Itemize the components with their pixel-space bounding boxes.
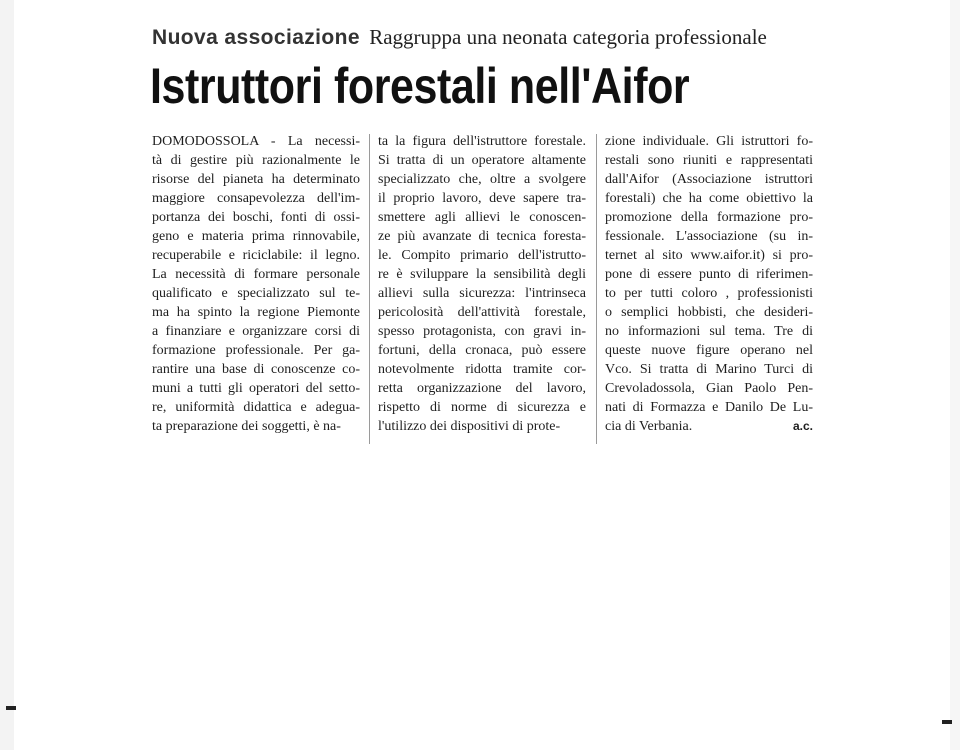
article-text-line: to per tutti coloro , professionisti bbox=[605, 286, 813, 301]
article-text-line: a finanziare e organizzare corsi di bbox=[152, 324, 360, 339]
article-text-line: La necessità di formare personale bbox=[152, 267, 360, 282]
article-text-line: restali sono riuniti e rappresentati bbox=[605, 153, 813, 168]
article-text-line: allievi sulla sicurezza: l'intrinseca bbox=[378, 286, 586, 301]
article-column-2 bbox=[378, 132, 586, 436]
scan-mark-left bbox=[6, 706, 16, 710]
article-text-line: muni a tutti gli operatori del setto- bbox=[152, 381, 360, 396]
article-text-line: nati di Formazza e Danilo De Lu- bbox=[605, 400, 813, 415]
article-text-line: recuperabile e riciclabile: il legno. bbox=[152, 248, 360, 263]
article-text-line: ma ha spinto la regione Piemonte bbox=[152, 305, 360, 320]
article-text-line: pone di essere punto di riferimen- bbox=[605, 267, 813, 282]
column-divider bbox=[596, 134, 597, 444]
article-text-line: ternet al sito www.aifor.it) si pro- bbox=[605, 248, 813, 263]
scan-mark-right bbox=[942, 720, 952, 724]
article-text-line: geno e materia prima rinnovabile, bbox=[152, 229, 360, 244]
article-text-line: forestali) che ha come obiettivo la bbox=[605, 191, 813, 206]
article-text-line: smettere agli allievi le conoscen- bbox=[378, 210, 586, 225]
article-text-line: le. Compito primario dell'istrutto- bbox=[378, 248, 586, 263]
article-text-line: risorse del pianeta ha determinato bbox=[152, 172, 360, 187]
article-text-line: retta organizzazione del lavoro, bbox=[378, 381, 586, 396]
article-text-line: ta la figura dell'istruttore forestale. bbox=[378, 134, 586, 149]
article-text-line: fessionale. L'associazione (su in- bbox=[605, 229, 813, 244]
article-text-line: dall'Aifor (Associazione istruttori bbox=[605, 172, 813, 187]
article-text-line: re è sviluppare la sensibilità degli bbox=[378, 267, 586, 282]
scan-edge-right bbox=[950, 0, 960, 750]
author-signature: a.c. bbox=[792, 419, 813, 433]
article-text-line: specializzato che, oltre a svolgere bbox=[378, 172, 586, 187]
article-text-line: re, uniformità didattica e adegua- bbox=[152, 400, 360, 415]
article-text-line: o semplici hobbisti, che desideri- bbox=[605, 305, 813, 320]
article-text-line: formazione professionale. Per ga- bbox=[152, 343, 360, 358]
article-text-line: maggiore consapevolezza dell'im- bbox=[152, 191, 360, 206]
article-text-line: pericolosità dell'attività forestale, bbox=[378, 305, 586, 320]
article-text-line: notevolmente ridotta tramite cor- bbox=[378, 362, 586, 377]
article-text-line: portanza dei boschi, fonti di ossi- bbox=[152, 210, 360, 225]
article-text-line: zione individuale. Gli istruttori fo- bbox=[605, 134, 813, 149]
column-divider bbox=[369, 134, 370, 444]
article-column-3 bbox=[605, 132, 813, 436]
article-column-1 bbox=[152, 132, 360, 436]
kicker-subtitle: Raggruppa una neonata categoria professionale bbox=[369, 25, 767, 49]
kicker-label: Nuova associazione bbox=[152, 26, 360, 49]
scan-edge-left bbox=[0, 0, 14, 750]
article-text-line: Si tratta di un operatore altamente bbox=[378, 153, 586, 168]
article-text-line: tà di gestire più razionalmente le bbox=[152, 153, 360, 168]
article-headline: Istruttori forestali nell'Aifor bbox=[150, 58, 690, 114]
article-text-line: ta preparazione dei soggetti, è na- bbox=[152, 419, 341, 434]
article-text-line: cia di Verbania. a.c. bbox=[605, 419, 813, 434]
article-text-line: l'utilizzo dei dispositivi di prote- bbox=[378, 419, 561, 434]
article-text-line: qualificato e specializzato sul te- bbox=[152, 286, 360, 301]
article-text-line: queste nuove figure operano nel bbox=[605, 343, 813, 358]
article-text-line: fortuni, della cronaca, può essere bbox=[378, 343, 586, 358]
article-text-line: Crevoladossola, Gian Paolo Pen- bbox=[605, 381, 813, 396]
article-text-line: il proprio lavoro, deve sapere tra- bbox=[378, 191, 586, 206]
article-text-line: DOMODOSSOLA - La necessi- bbox=[152, 134, 360, 149]
article-text-line: spesso protagonista, con gravi in- bbox=[378, 324, 586, 339]
article-text-line: ze più avanzate di tecnica foresta- bbox=[378, 229, 586, 244]
article-text-line: rispetto di norme di sicurezza e bbox=[378, 400, 586, 415]
article-text-line: Vco. Si tratta di Marino Turci di bbox=[605, 362, 813, 377]
article-text-line: promozione della formazione pro- bbox=[605, 210, 813, 225]
article-kicker bbox=[152, 22, 767, 53]
article-text-line: rantire una base di conoscenze co- bbox=[152, 362, 360, 377]
article-text-line: no informazioni sul tema. Tre di bbox=[605, 324, 813, 339]
